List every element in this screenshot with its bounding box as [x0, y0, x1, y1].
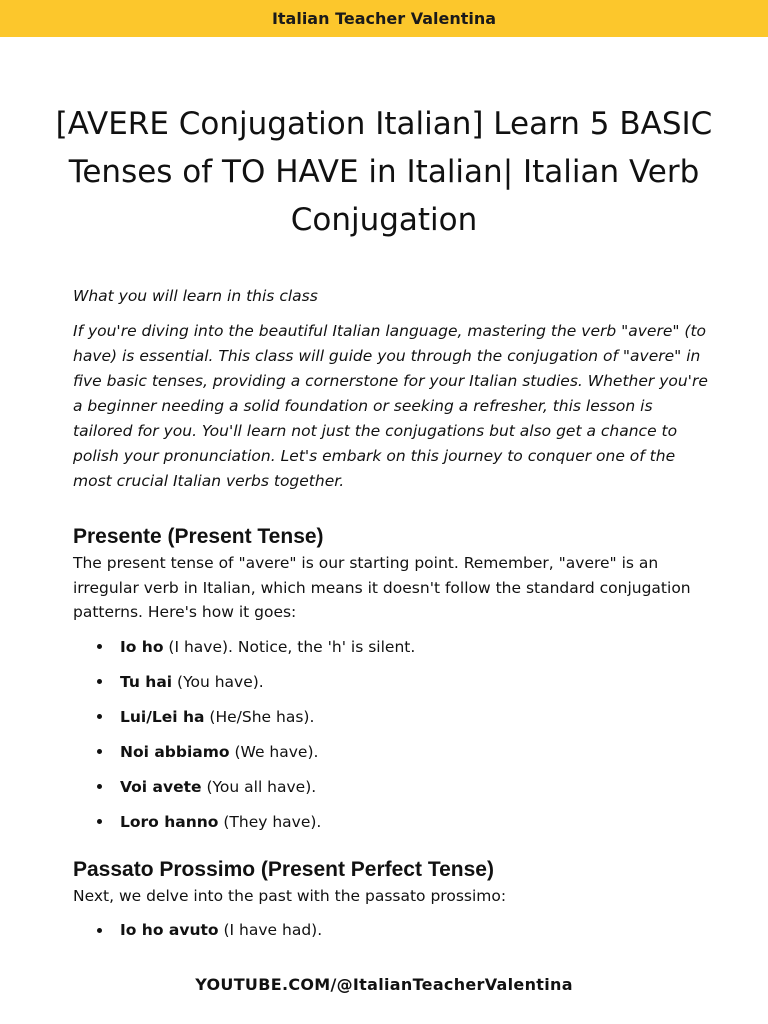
list-item — [73, 635, 713, 659]
bullet-icon — [97, 644, 102, 649]
conjugation-gloss: (I have). Notice, the 'h' is silent. — [163, 637, 416, 656]
list-item — [73, 918, 713, 942]
conjugation-list-presente — [73, 635, 713, 834]
section-text-passato-prossimo: Next, we delve into the past with the passato prossimo: — [73, 886, 507, 905]
section-heading-presente: Presente (Present Tense) — [73, 525, 324, 548]
bullet-icon — [97, 679, 102, 684]
conjugation-gloss: (He/She has). — [204, 707, 315, 726]
conjugation-form: Loro hanno — [120, 812, 219, 831]
conjugation-form: Io ho avuto — [120, 921, 219, 939]
conjugation-list-passato-prossimo — [73, 918, 713, 942]
section-heading-passato-prossimo: Passato Prossimo (Present Perfect Tense) — [73, 857, 494, 881]
intro-label: What you will learn in this class — [73, 287, 318, 305]
bullet-icon — [97, 928, 102, 933]
footer-youtube-link[interactable]: YOUTUBE.COM/@ItalianTeacherValentina — [195, 975, 573, 994]
list-item — [73, 740, 713, 764]
conjugation-form: Tu hai — [120, 672, 173, 691]
conjugation-gloss: (You have). — [172, 672, 264, 691]
page-title: [AVERE Conjugation Italian] Learn 5 BASIC Tenses of TO HAVE in Italian| Italian Verb Conjugation — [55, 106, 713, 238]
brand-name: Italian Teacher Valentina — [271, 9, 497, 28]
bullet-icon — [97, 714, 102, 719]
intro-paragraph: If you're diving into the beautiful Italian language, mastering the verb "avere" (to have) is essential. This class will guide you through the conjugation of "avere" in five basic tenses, providing a cornerstone for your Italian studies. Whether you're a beginner needing a solid foundation or seeking a refresher, this lesson is tailored for you. You'll learn not just the conjugations but also get a chance to polish your pronunciation. Let's embark on this journey to conquer one of the most crucial Italian verbs together. — [73, 322, 708, 490]
conjugation-form: Io ho — [120, 637, 164, 656]
conjugation-gloss: (You all have). — [201, 777, 317, 796]
bullet-icon — [97, 784, 102, 789]
bullet-icon — [97, 749, 102, 754]
section-text-presente: The present tense of "avere" is our starting point. Remember, "avere" is an irregular verb in Italian, which means it doesn't follow the standard conjugation patterns. Here's how it goes: — [73, 554, 691, 621]
conjugation-gloss: (We have). — [229, 742, 319, 761]
conjugation-gloss: (They have). — [218, 812, 322, 831]
list-item — [73, 775, 713, 799]
list-item — [73, 705, 713, 729]
main-content — [73, 284, 713, 953]
conjugation-gloss: (I have had). — [218, 921, 323, 939]
bullet-icon — [97, 819, 102, 824]
conjugation-form: Lui/Lei ha — [120, 707, 205, 726]
conjugation-form: Noi abbiamo — [120, 742, 230, 761]
conjugation-form: Voi avete — [120, 777, 202, 796]
header-bar — [0, 0, 768, 37]
list-item — [73, 810, 713, 834]
list-item — [73, 670, 713, 694]
